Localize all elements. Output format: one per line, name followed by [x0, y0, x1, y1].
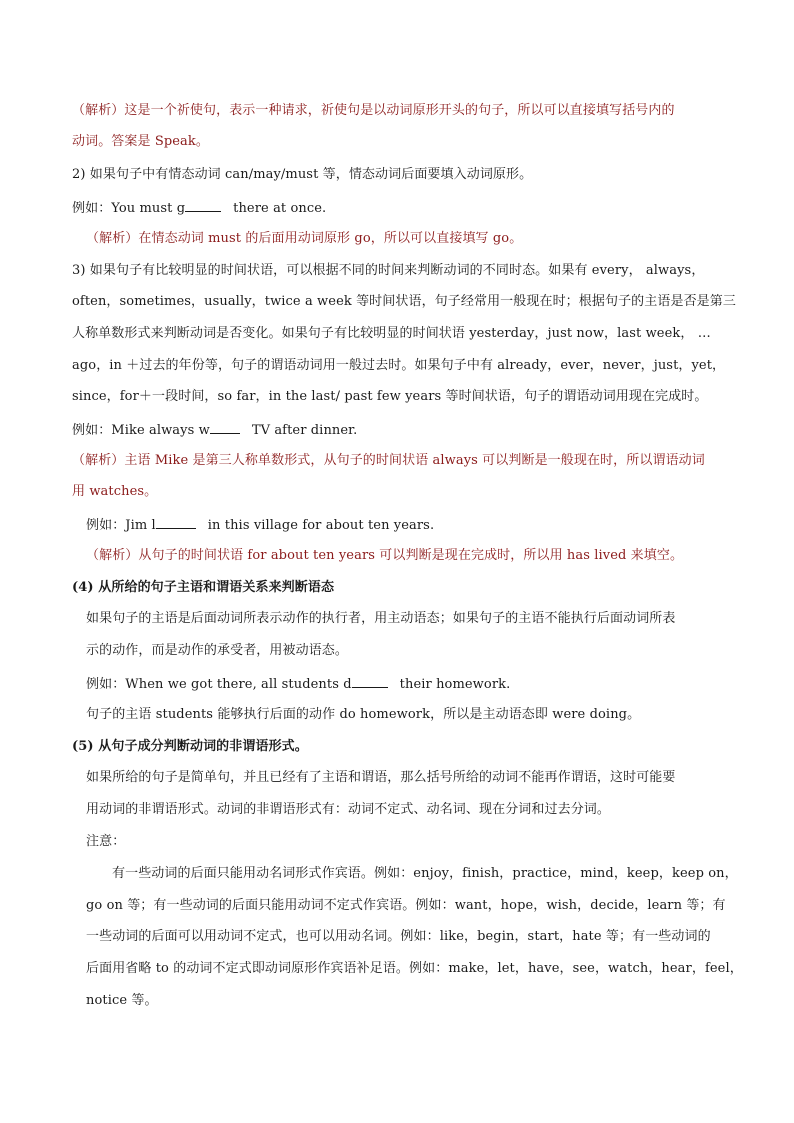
example-modal-text-a: 例如：You must g: [72, 201, 186, 216]
example-modal-text-b: there at once.: [233, 201, 327, 216]
note-line-4: 后面用省略 to 的动词不定式即动词原形作宾语补足语。例如：make，let，have，see，watch，hear，feel，: [86, 961, 743, 976]
example-voice: [86, 674, 746, 694]
rule-modal-verbs: 2) 如果句子中有情态动词 can/may/must 等，情态动词后面要填入动词原形。: [72, 167, 533, 182]
answer-blank: [210, 420, 240, 434]
answer-blank: [185, 198, 221, 212]
section-heading-4: (4) 从所给的句子主语和谓语关系来判断语态: [72, 580, 335, 595]
rule-time-adverbials-line-4: ago，in ＋过去的年份等，句子的谓语动词用一般过去时。如果句子中有 already，ever，never，just，yet，: [72, 358, 726, 373]
rule-time-adverbials-line-5: since，for＋一段时间，so far，in the last/ past few years 等时间状语，句子的谓语动词用现在完成时。: [72, 389, 708, 404]
rule-time-adverbials-line-1: 3) 如果句子有比较明显的时间状语，可以根据不同的时间来判断动词的不同时态。如果有 every， always，: [72, 263, 705, 278]
analysis-modal: （解析）在情态动词 must 的后面用动词原形 go，所以可以直接填写 go。: [86, 231, 523, 246]
voice-rule-line-1: 如果句子的主语是后面动词所表示动作的执行者，用主动语态；如果句子的主语不能执行后面动词所表: [86, 611, 676, 626]
analysis-imperative-line-2: 动词。答案是 Speak。: [72, 134, 209, 149]
analysis-present-perfect: （解析）从句子的时间状语 for about ten years 可以判断是现在完成时，所以用 has lived 来填空。: [86, 548, 684, 563]
example-voice-text-a: 例如：When we got there, all students d: [86, 677, 352, 692]
note-line-1: 有一些动词的后面只能用动名词形式作宾语。例如：enjoy，finish，practice，mind，keep，keep on，: [112, 866, 738, 881]
section-heading-5: (5) 从句子成分判断动词的非谓语形式。: [72, 739, 308, 754]
example-always-text-b: TV after dinner.: [251, 423, 358, 438]
voice-rule-line-2: 示的动作，而是动作的承受者，用被动语态。: [86, 643, 349, 658]
analysis-third-person-line-2: 用 watches。: [72, 484, 158, 499]
nonfinite-rule-line-1: 如果所给的句子是简单句，并且已经有了主语和谓语，那么括号所给的动词不能再作谓语，这时可能要: [86, 770, 676, 785]
example-modal: [72, 198, 732, 218]
example-present-perfect-text-b: in this village for about ten years.: [207, 518, 435, 533]
example-voice-text-b: their homework.: [399, 677, 511, 692]
note-label: 注意：: [86, 834, 126, 849]
example-present-perfect: [86, 515, 746, 535]
analysis-third-person-line-1: （解析）主语 Mike 是第三人称单数形式，从句子的时间状语 always 可以判断是一般现在时，所以谓语动词: [72, 453, 705, 468]
rule-time-adverbials-line-3: 人称单数形式来判断动词是否变化。如果句子有比较明显的时间状语 yesterday，just now，last week， …: [72, 326, 711, 341]
note-line-2: go on 等；有一些动词的后面只能用动词不定式作宾语。例如：want，hope，wish，decide，learn 等；有: [86, 898, 726, 913]
answer-blank: [156, 515, 196, 529]
analysis-imperative-line-1: （解析）这是一个祈使句，表示一种请求，祈使句是以动词原形开头的句子，所以可以直接填写括号内的: [72, 103, 675, 118]
nonfinite-rule-line-2: 用动词的非谓语形式。动词的非谓语形式有：动词不定式、动名词、现在分词和过去分词。: [86, 802, 611, 817]
rule-time-adverbials-line-2: often，sometimes，usually，twice a week 等时间状语，句子经常用一般现在时；根据句子的主语是否是第三: [72, 294, 736, 309]
note-line-3: 一些动词的后面可以用动词不定式，也可以用动名词。例如：like，begin，start，hate 等；有一些动词的: [86, 929, 711, 944]
example-always: [72, 420, 732, 440]
note-line-5: notice 等。: [86, 993, 158, 1008]
example-present-perfect-text-a: 例如：Jim l: [86, 518, 156, 533]
answer-blank: [352, 674, 388, 688]
voice-explanation: 句子的主语 students 能够执行后面的动作 do homework，所以是主动语态即 were doing。: [86, 707, 641, 722]
example-always-text-a: 例如：Mike always w: [72, 423, 210, 438]
